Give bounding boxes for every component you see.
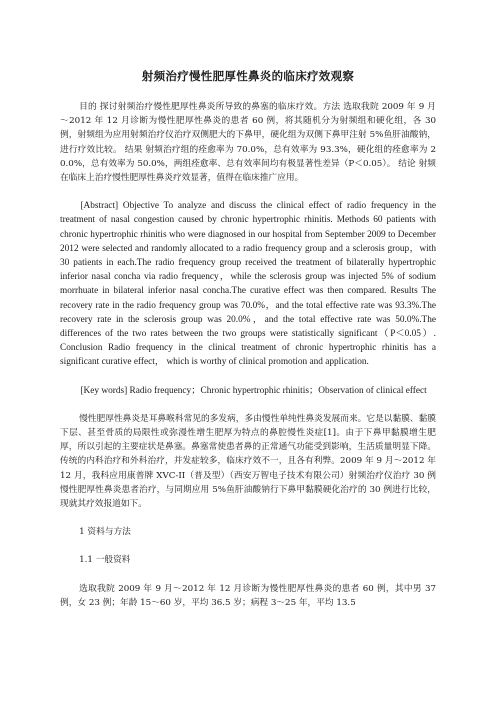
- spacer: [60, 539, 436, 553]
- spacer: [60, 370, 436, 384]
- subsection-heading-general: 1.1 一般资料: [79, 555, 131, 566]
- spacer: [60, 398, 436, 412]
- english-keywords: [Key words] Radio frequency；Chronic hypertrophic rhinitis；Observation of clinical effect: [80, 385, 427, 396]
- spacer: [60, 185, 436, 199]
- chinese-abstract: 目的 探讨射频治疗慢性肥厚性鼻炎所导致的鼻塞的临床疗效。方法 选取我院 2009 年 9 月～2012 年 12 月诊断为慢性肥厚性鼻炎的患者 60 例，将其随机分为射频组和硬化组，各 30 例，射频组为应用射频治疗仪治疗双侧肥大的下鼻甲，硬化组为双侧下鼻甲注射 5%鱼肝油酸钠，进行疗效比较。 结果 射频治疗组的痊愈率为 70.0%，总有效率为 93.3%，硬化组的痊愈率为 20.0%，总有效率为 50.0%，两组痊愈率、总有效率间均有极显著性差异（P＜0.05）。 结论 射频在临床上治疗慢性肥厚性鼻炎疗效显著，值得在临床推广应用。: [60, 102, 436, 184]
- section-heading-methods: 1 资料与方法: [79, 527, 131, 538]
- spacer: [60, 568, 436, 582]
- introduction-paragraph: 慢性肥厚性鼻炎是耳鼻喉科常见的多发病，多由慢性单纯性鼻炎发展而来。它是以黏膜、黏膜下层、甚至骨质的局限性或弥漫性增生肥厚为特点的鼻腔慢性炎症[1]。由于下鼻甲黏膜增生肥厚，所以引起的主要症状是鼻塞。鼻塞常使患者鼻的正常通气功能受到影响，生活质量明显下降。传统的内科治疗和外科治疗，并发症较多，临床疗效不一，且各有利弊。2009 年 9 月～2012 年 12 月，我科应用康普牌 XVC-II（普及型）（西安万智电子技术有限公司）射频治疗仪治疗 30 例慢性肥厚性鼻炎患者治疗，与同期应用 5%鱼肝油酸钠行下鼻甲黏膜硬化治疗的 30 例进行比较，现就其疗效报道如下。: [60, 413, 436, 510]
- english-abstract: [Abstract] Objective To analyze and discuss the clinical effect of radio frequency in the treatment of nasal congestion caused by chronic hypertrophic rhinitis. Methods 60 patients with chronic hypertrophic rhinitis who were diagnosed in our hospital from September 2009 to December 2012 were selected and randomly allocated to a radio frequency group and a sclerosis group，with 30 patients in each.The radio frequency group received the treatment of bilaterally hypertrophic inferior nasal concha via radio frequency，while the sclerosis group was injected 5% of sodium morrhuate in bilateral inferior nasal concha.The curative effect was then compared. Results The recovery rate in the radio frequency group was 70.0%，and the total effective rate was 93.3%.The recovery rate in the sclerosis group was 20.0%，and the total effective rate was 50.0%.The differences of the two rates between the two groups were statistically significant（P＜0.05）. Conclusion Radio frequency in the clinical treatment of chronic hypertrophic rhinitis has a significant curative effect， which is worthy of clinical promotion and application.: [60, 201, 436, 368]
- general-data-paragraph: 选取我院 2009 年 9 月～2012 年 12 月诊断为慢性肥厚性鼻炎的患者 60 例，其中男 37 例，女 23 例；年龄 15～60 岁，平均 36.5 岁；病程 3～25 年，平均 13.5: [60, 583, 436, 608]
- spacer: [60, 511, 436, 525]
- paper-title: 射频治疗慢性肥厚性鼻炎的临床疗效观察: [141, 69, 355, 83]
